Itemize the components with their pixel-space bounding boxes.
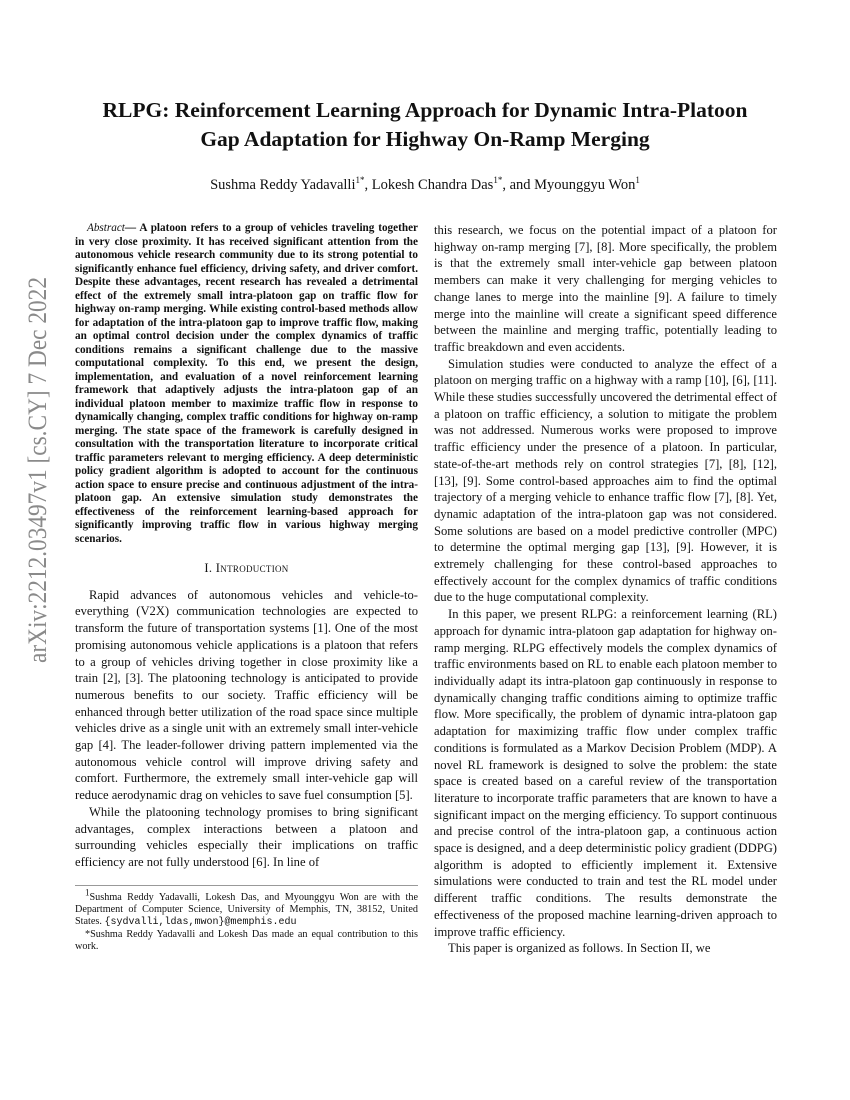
- footnote-affiliation: [75, 887, 418, 929]
- body-paragraph: Rapid advances of autonomous vehicles and vehicle-to-everything (V2X) communication technologies are expected to transform the future of transportation systems [1]. One of the most promising autonomous vehicle applications is a platoon that refers to a group of vehicles driving together in close proximity like a train [2], [3]. The platooning technology is anticipated to provide numerous benefits to our society. Traffic efficiency will be enhanced through better utilization of the road space since multiple vehicles drive as a single unit with an extremely small inter-vehicle gap [4]. The leader-follower driving pattern implemented via the autonomous vehicle control will improve driving safety and comfort. Furthermore, the extremely small inter-vehicle gap will reduce aerodynamic drag on vehicles to save fuel consumption [5].: [75, 587, 418, 803]
- author-name: Sushma Reddy Yadavalli: [210, 177, 356, 193]
- author-affiliation-mark: 1: [635, 175, 640, 186]
- section-heading-introduction: I. Introduction: [204, 561, 289, 575]
- paper-title-line-1: RLPG: Reinforcement Learning Approach for Dynamic Intra-Platoon: [102, 98, 748, 122]
- abstract-dash: —: [124, 222, 140, 234]
- abstract-label: Abstract: [87, 222, 125, 234]
- paper-title-line-2: Gap Adaptation for Highway On-Ramp Merging: [200, 127, 650, 151]
- body-paragraph: Simulation studies were conducted to analyze the effect of a platoon on merging traffic on a highway with a ramp [10], [6], [11]. While these studies successfully uncovered the detrimental effect of a platoon on traffic efficiency, a solution to mitigate the problem was not addressed. Numerous works were proposed to improve traffic efficiency under the presence of a platoon. In particular, state-of-the-art methods rely on control strategies [7], [8], [12], [13], [9]. Some control-based approaches aim to find the optimal trajectory of a merging vehicle to enhance traffic flow [7], [8]. Yet, dynamic adaptation of the intra-platoon gap was not considered. Some solutions are based on a model predictive controller (MPC) to determine the optimal merging gap [13], [9]. However, it is extremely challenging for these control-based approaches to effectively account for the complex dynamics of traffic conditions due to the huge computational complexity.: [434, 356, 777, 605]
- left-column: [75, 222, 418, 953]
- body-paragraph: this research, we focus on the potential impact of a platoon for highway on-ramp merging [7], [8]. More specifically, the problem is that the extremely small inter-vehicle gap between platoon members can make it very challenging for merging vehicles to change lanes to merge into the mainline [9]. A failure to timely merge into the mainline will create a significant speed difference between the mainline and merging traffic, potentially leading to traffic breakdown and even accidents.: [434, 223, 777, 354]
- body-paragraph: In this paper, we present RLPG: a reinforcement learning (RL) approach for dynamic intra-platoon gap adaptation for highway on-ramp merging. RLPG effectively models the complex dynamics of traffic environments based on RL to enable each platoon member to individually adapt its intra-platoon gap continuously in response to dynamically changing traffic conditions aiming to optimize traffic flow. More specifically, the problem of dynamic intra-platoon gap adaptation for maximizing traffic flow under complex traffic conditions is formulated as a Markov Decision Problem (MDP). A novel RL framework is designed to solve the problem: the state space is created based on a careful review of the transportation literature to incorporate traffic parameters that are known to have a significant impact on the merging efficiency. To support continuous and precise control of the intra-platoon gap, a continuous action space is designed, and a deep deterministic policy gradient (DDPG) algorithm is adopted to efficiently implement it. Extensive simulations were conducted to train and test the RL model under different traffic conditions. The results demonstrate the effectiveness of the proposed machine learning-driven approach to improve traffic efficiency.: [434, 607, 777, 939]
- footnote-affiliation-text: Sushma Reddy Yadavalli, Lokesh Das, and Myounggyu Won are with the Department of Computer Science, University of Memphis, TN, 38152, United States.: [75, 891, 418, 927]
- author-separator: ,: [364, 177, 372, 193]
- author-name: Lokesh Chandra Das: [371, 177, 494, 193]
- footnote-mark: 1: [85, 887, 90, 898]
- author-list: [60, 176, 790, 194]
- abstract: [75, 222, 418, 546]
- right-column: [434, 222, 777, 957]
- body-paragraph: This paper is organized as follows. In Section II, we: [448, 941, 711, 956]
- arxiv-identifier-stamp: [12, 275, 56, 665]
- arxiv-identifier-text: arXiv:2212.03497v1 [cs.CY] 7 Dec 2022: [23, 275, 52, 663]
- author-separator: , and: [502, 177, 535, 193]
- footnote-email: {sydvalli,ldas,mwon}@memphis.edu: [104, 916, 297, 928]
- footnote-equal-contribution: *Sushma Reddy Yadavalli and Lokesh Das made an equal contribution to this work.: [75, 928, 418, 952]
- abstract-text: A platoon refers to a group of vehicles traveling together in very close proximity. It has received significant attention from the autonomous vehicle research community due to its strong potential to significantly enhance fuel efficiency, driving safety, and driver comfort. Despite these advantages, recent research has revealed a detrimental effect of the extremely small intra-platoon gap on traffic flow for highway on-ramp merging. While existing control-based methods allow for adaptation of the intra-platoon gap to improve traffic flow, making an optimal control decision under the complex dynamics of traffic conditions remains a significant challenge due to the massive computational complexity. To this end, we present the design, implementation, and evaluation of a novel reinforcement learning framework that adaptively adjusts the intra-platoon gap of an individual platoon member to maximize traffic flow in response to dynamically changing, complex traffic conditions for highway on-ramp merging. The state space of the framework is carefully designed in consultation with the transportation literature to incorporate critical traffic parameters relevant to merging efficiency. A deep deterministic policy gradient algorithm is adopted to account for the continuous action space to ensure precise and continuous adjustment of the intra-platoon gap. An extensive simulation study demonstrates the effectiveness of the reinforcement learning-based approach for significantly improving traffic flow in various highway merging scenarios.: [75, 222, 418, 545]
- author-affiliation-mark: 1*: [355, 175, 365, 186]
- author-affiliation-mark: 1*: [493, 175, 503, 186]
- paper-title: [60, 96, 790, 154]
- author-name: Myounggyu Won: [534, 177, 636, 193]
- body-paragraph: While the platooning technology promises to bring significant advantages, complex interactions between a platoon and surrounding vehicles especially their implications on traffic efficiency are not fully understood [6]. In line of: [75, 804, 418, 869]
- footnotes: [75, 885, 418, 953]
